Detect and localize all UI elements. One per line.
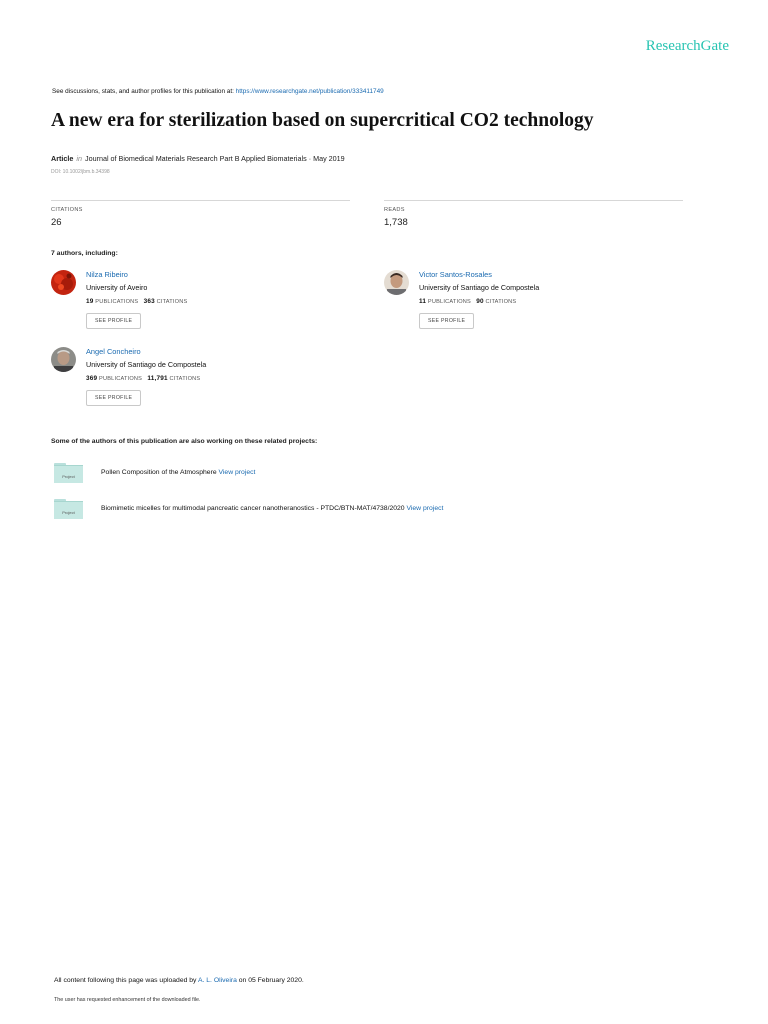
doi: DOI: 10.1002/jbm.b.34398 (51, 169, 110, 175)
citations-count: 90 (476, 298, 484, 305)
author-avatar[interactable] (384, 270, 409, 295)
project-title: Biomimetic micelles for multimodal pancreatic cancer nanotheranostics - PTDC/BTN-MAT/4738/2020 (101, 505, 405, 512)
publication-url-link[interactable]: https://www.researchgate.net/publication/333411749 (235, 88, 384, 95)
author-name[interactable]: Angel Concheiro (86, 347, 141, 356)
upload-notice (54, 977, 304, 984)
download-disclaimer: The user has requested enhancement of the downloaded file. (54, 997, 201, 1003)
author-institution: University of Santiago de Compostela (419, 283, 540, 292)
see-profile-button[interactable]: SEE PROFILE (86, 390, 141, 406)
reads-label: READS (384, 207, 405, 213)
author-institution: University of Aveiro (86, 283, 148, 292)
publication-title: A new era for sterilization based on supercritical CO2 technology (51, 110, 594, 131)
uploader-link[interactable]: A. L. Oliveira (197, 977, 237, 984)
citations-label: CITATIONS (51, 207, 83, 213)
see-profile-button[interactable]: SEE PROFILE (419, 313, 474, 329)
author-name[interactable]: Nilza Ribeiro (86, 270, 128, 279)
researchgate-logo[interactable]: ResearchGate (645, 38, 729, 54)
author-avatar[interactable] (51, 347, 76, 372)
citations-value: 26 (51, 217, 62, 228)
citations-label: CITATIONS (485, 299, 517, 305)
project-item (54, 499, 694, 519)
publications-label: PUBLICATIONS (95, 299, 139, 305)
reads-value: 1,738 (384, 217, 408, 228)
author-card (51, 270, 351, 334)
citations-count: 363 (143, 298, 155, 305)
view-project-link[interactable]: View project (218, 469, 256, 476)
citations-label: CITATIONS (169, 376, 201, 382)
author-card (51, 347, 351, 411)
author-stats (86, 375, 206, 382)
citations-count: 11,791 (147, 375, 168, 382)
view-project-link[interactable]: View project (406, 505, 444, 512)
project-icon-label: Project (62, 510, 75, 515)
author-card (384, 270, 684, 334)
author-name[interactable]: Victor Santos-Rosales (419, 270, 492, 279)
citations-label: CITATIONS (156, 299, 188, 305)
author-institution: University of Santiago de Compostela (86, 360, 207, 369)
publications-label: PUBLICATIONS (99, 376, 143, 382)
project-folder-icon (54, 499, 83, 519)
upload-suffix: on 05 February 2020. (236, 977, 304, 984)
in-label: in (76, 154, 82, 163)
project-item (54, 463, 654, 483)
see-profile-button[interactable]: SEE PROFILE (86, 313, 141, 329)
project-folder-icon (54, 463, 83, 483)
citations-stat (51, 200, 350, 228)
author-avatar[interactable] (51, 270, 76, 295)
journal-name: Journal of Biomedical Materials Research Part B Applied Biomaterials · May 2019 (84, 154, 345, 163)
publications-count: 369 (86, 375, 98, 382)
projects-heading: Some of the authors of this publication are also working on these related projects: (51, 438, 318, 445)
author-stats (419, 298, 539, 305)
reads-stat (384, 200, 683, 228)
upload-prefix: All content following this page was uploaded by (54, 977, 198, 984)
discussion-text: See discussions, stats, and author profiles for this publication at: (52, 88, 236, 95)
publications-count: 11 (419, 298, 427, 305)
authors-heading: 7 authors, including: (51, 250, 118, 257)
publication-type: Article (51, 154, 74, 163)
author-stats (86, 298, 187, 305)
project-title: Pollen Composition of the Atmosphere (101, 469, 217, 476)
publication-meta (51, 154, 345, 163)
discussion-line (52, 88, 384, 95)
publications-label: PUBLICATIONS (427, 299, 471, 305)
project-icon-label: Project (62, 474, 75, 479)
publications-count: 19 (86, 298, 94, 305)
